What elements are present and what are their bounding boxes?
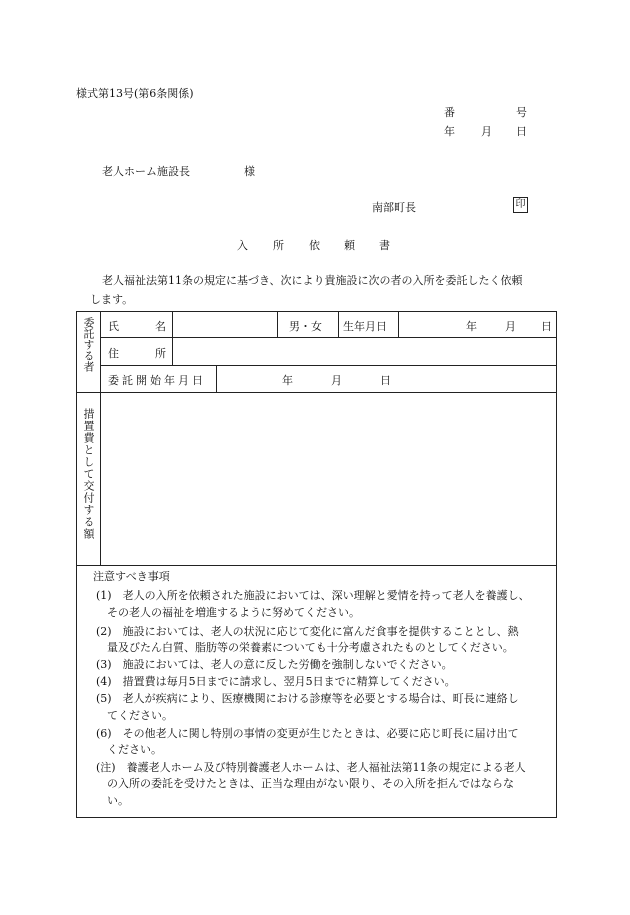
gender-options: 男・女 [289,320,322,333]
form-number: 様式第13号(第6条関係) [76,87,194,100]
address-label-part2: 所 [155,347,166,360]
gender-birth-divider [338,312,339,337]
note-line: (5) 老人が疾病により、医療機関における診療等を必要とする場合は、町長に連絡し [96,692,519,705]
note-line: (6) その他老人に関し特別の事情の変更が生じたときは、必要に応じ町長に届け出て [96,727,519,740]
section-label-allowance: 措置費として交付する額 [82,408,95,540]
birthdate-month: 月 [505,320,516,333]
title-char-4: 頼 [344,239,355,252]
birthdate-year: 年 [466,320,477,333]
title-char-3: 依 [309,239,320,252]
request-table [76,311,557,818]
date-day-label: 日 [516,125,527,138]
title-char-2: 所 [273,239,284,252]
start-date-label: 委託開始年月日 [108,374,206,387]
date-month-label: 月 [481,125,492,138]
start-date-divider [216,365,217,392]
note-line: い。 [96,794,129,807]
label-column-divider [100,312,101,565]
body-text-line-2: します。 [90,293,134,306]
note-line: (2) 施設においては、老人の状況に応じて変化に富んだ食事を提供することとし、熱 [96,625,519,638]
field-label-divider [172,312,173,365]
number-go-label: 号 [516,106,527,119]
note-line: ください。 [96,743,162,756]
name-label-part2: 名 [155,320,166,333]
note-line: (4) 措置費は毎月5日までに請求し、翌月5日までに精算してください。 [96,675,456,688]
note-line: その老人の福祉を増進するように努めてください。 [96,606,360,619]
number-ban-label: 番 [444,106,455,119]
row-divider-2 [101,365,557,366]
note-line: 量及びたん白質、脂肪等の栄養素についても十分考慮されたものとしてください。 [96,641,514,654]
section-divider-2 [77,565,557,566]
note-line: てください。 [96,709,173,722]
section-label-entrustee: 委託する者 [82,317,95,372]
date-year-label: 年 [444,125,455,138]
start-date-day: 日 [380,374,391,387]
section-divider-1 [77,392,557,393]
note-line: (注) 養護老人ホーム及び特別養護老人ホームは、老人福祉法第11条の規定による老人 [96,761,526,774]
address-label-part1: 住 [108,347,119,360]
notes-heading: 注意すべき事項 [93,570,170,583]
birth-label-divider [398,312,399,337]
addressee-honorific: 様 [244,165,255,178]
start-date-year: 年 [282,374,293,387]
note-line: の入所の委託を受けたときは、正当な理由がない限り、その入所を拒んではならな [96,777,514,790]
title-char-1: 入 [237,239,248,252]
birthdate-day: 日 [541,320,552,333]
seal-stamp: 印 [513,197,528,213]
row-divider-1 [101,337,557,338]
body-text-line-1: 老人福祉法第11条の規定に基づき、次により貴施設に次の者の入所を委託したく依頼 [102,274,523,287]
name-label-part1: 氏 [108,320,119,333]
sender-name: 南部町長 [372,201,416,214]
addressee-name: 老人ホーム施設長 [102,165,190,178]
name-gender-divider [277,312,278,337]
note-line: (1) 老人の入所を依頼された施設においては、深い理解と愛情を持って老人を養護し、 [96,589,530,602]
note-line: (3) 施設においては、老人の意に反した労働を強制しないでください。 [96,658,453,671]
start-date-month: 月 [331,374,342,387]
title-char-5: 書 [379,239,390,252]
birthdate-label: 生年月日 [343,320,387,333]
